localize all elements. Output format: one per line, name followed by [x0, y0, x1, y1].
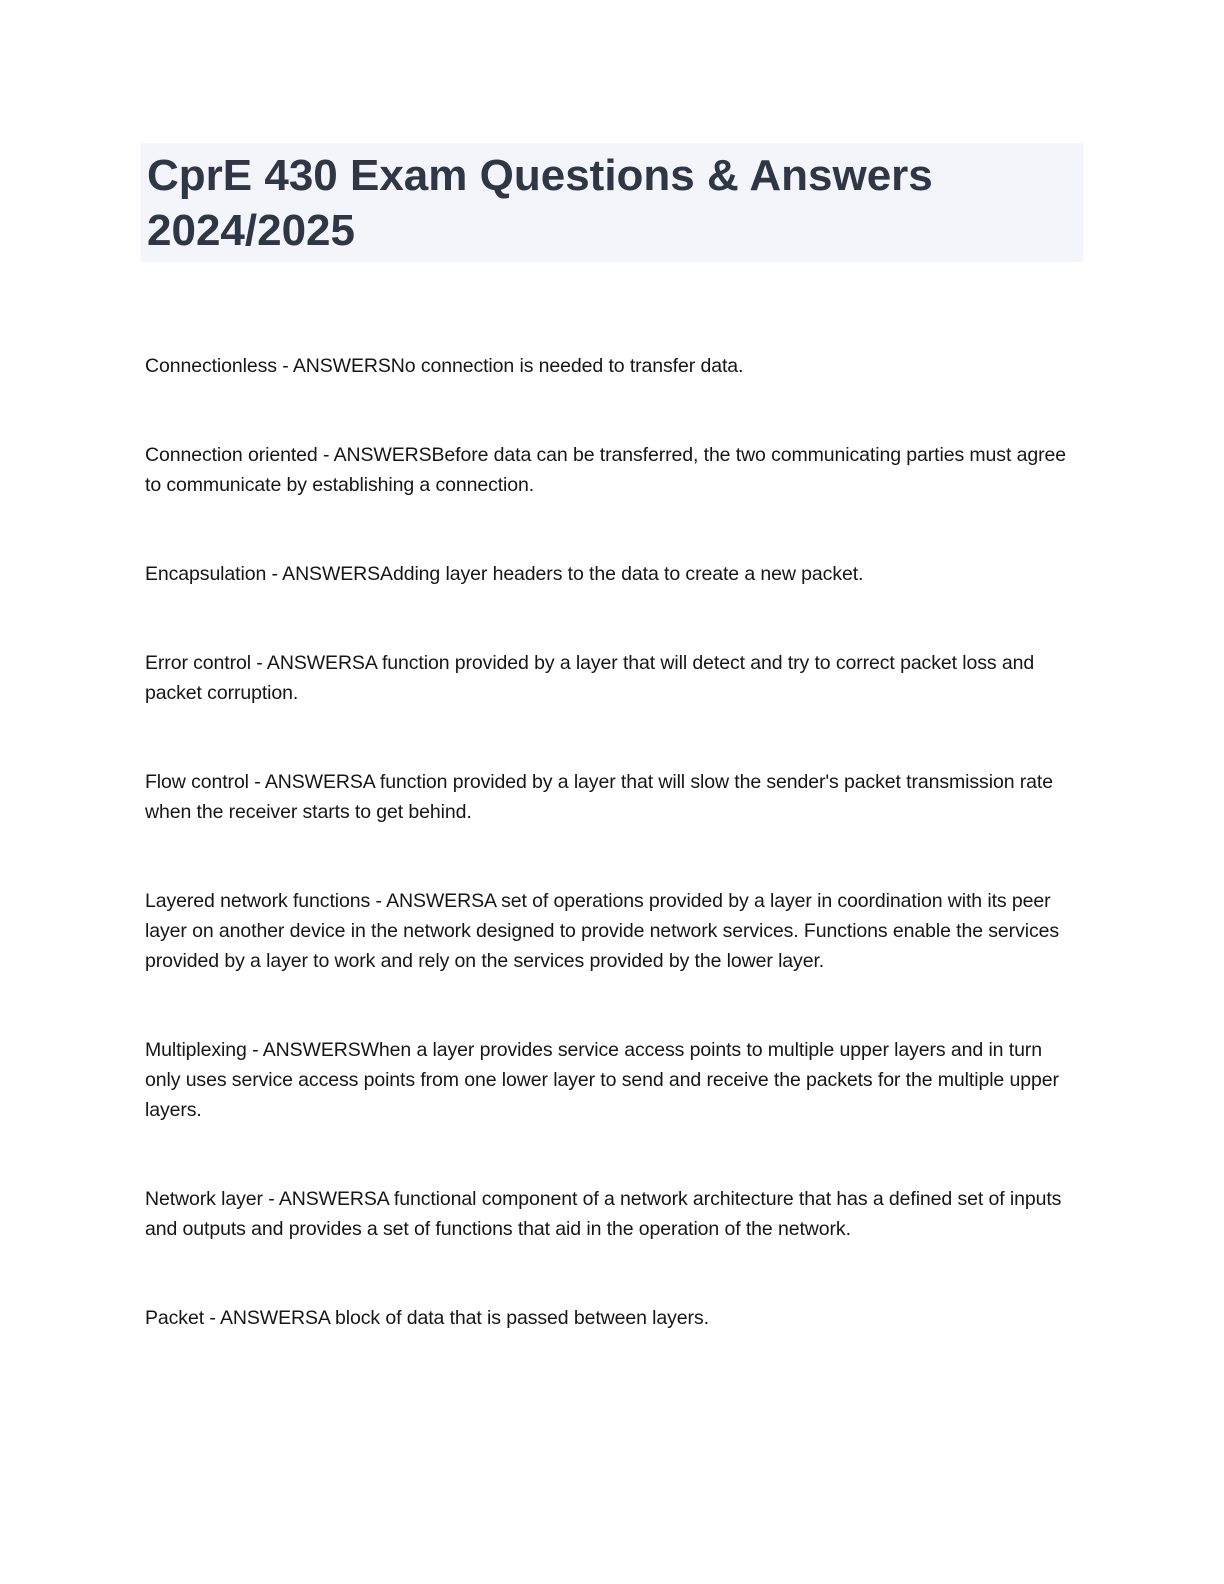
qa-paragraph: Network layer - ANSWERSA functional component of a network architecture that has a defined set of inputs and outputs and provides a set of functions that aid in the operation of the network.	[145, 1188, 1062, 1240]
qa-paragraph: Connectionless - ANSWERSNo connection is needed to transfer data.	[145, 355, 744, 377]
page-title: CprE 430 Exam Questions & Answers 2024/2025	[147, 151, 933, 255]
qa-paragraph: Multiplexing - ANSWERSWhen a layer provides service access points to multiple upper layers and in turn only uses service access points from one lower layer to send and receive the packets for the multiple upper layers.	[145, 1039, 1059, 1121]
qa-paragraph: Flow control - ANSWERSA function provided by a layer that will slow the sender's packet transmission rate when the receiver starts to get behind.	[145, 771, 1053, 823]
title-highlight-block	[141, 143, 1083, 262]
qa-paragraph: Encapsulation - ANSWERSAdding layer headers to the data to create a new packet.	[145, 563, 864, 585]
qa-paragraph: Packet - ANSWERSA block of data that is passed between layers.	[145, 1307, 709, 1329]
qa-paragraph: Connection oriented - ANSWERSBefore data can be transferred, the two communicating parties must agree to communicate by establishing a connection.	[145, 444, 1066, 496]
qa-paragraph: Layered network functions - ANSWERSA set of operations provided by a layer in coordination with its peer layer on another device in the network designed to provide network services. Functions enable the services provided by a layer to work and rely on the services provided by the lower layer.	[145, 890, 1059, 972]
qa-paragraph: Error control - ANSWERSA function provided by a layer that will detect and try to correct packet loss and packet corruption.	[145, 652, 1035, 704]
document-body	[145, 351, 1071, 1333]
